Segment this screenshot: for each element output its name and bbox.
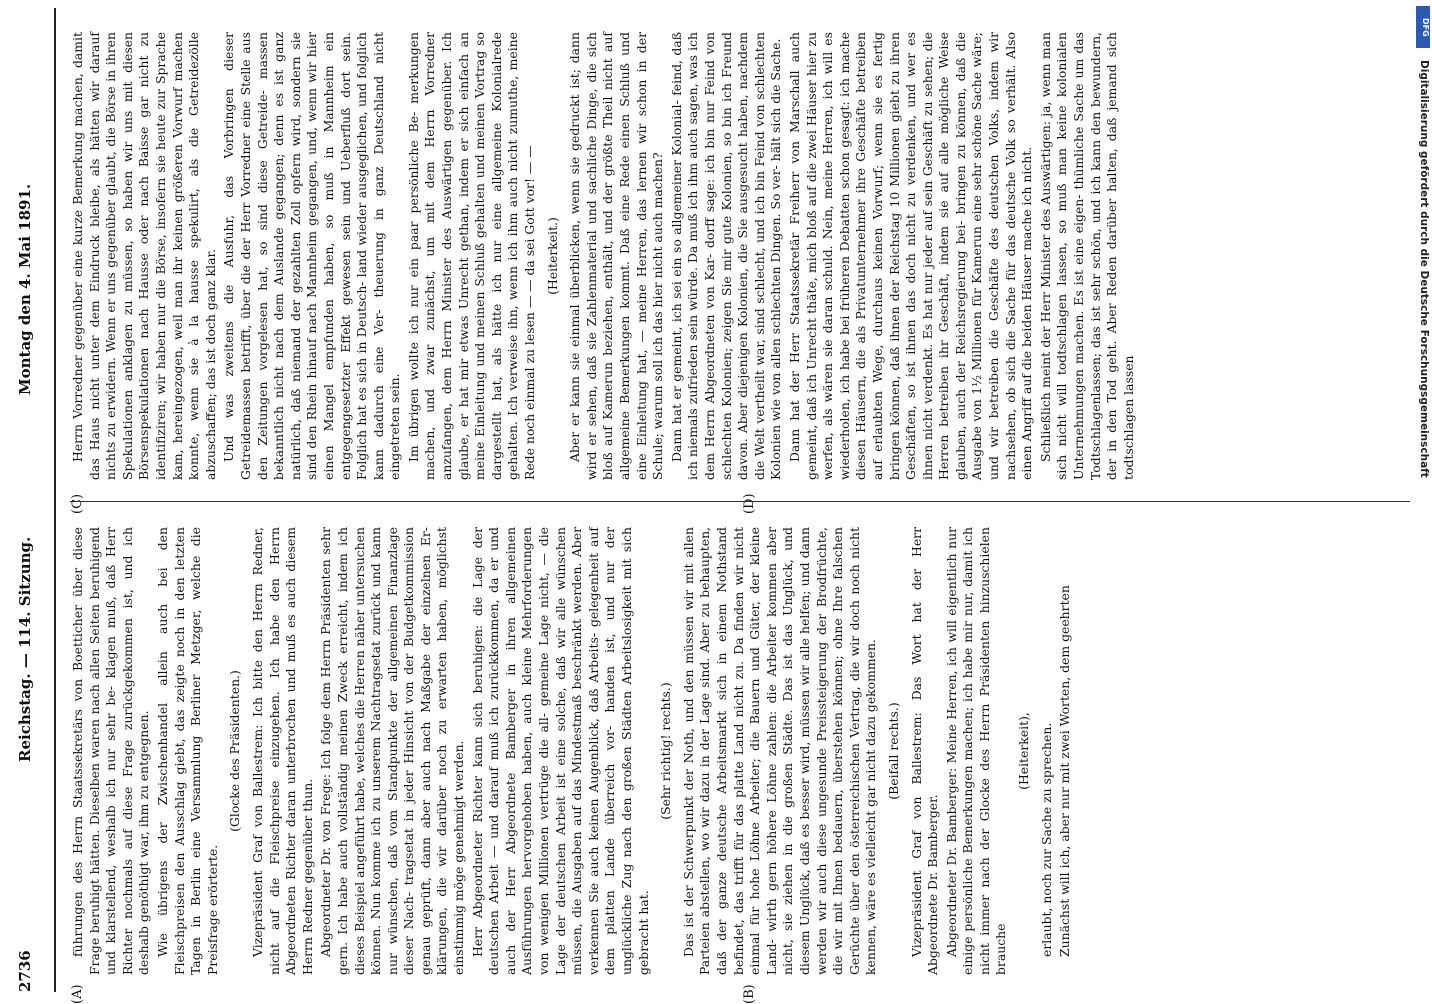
paragraph: Vizepräsident Graf von Ballestrem: Das Wort hat der Herr Abgeordnete Dr. Bamberger. (908, 527, 941, 975)
dfg-logo: DFG (1416, 6, 1430, 48)
paragraph: Abgeordneter Dr. von Frege: Ich folge dem Herrn Präsidenten sehr gern. Ich habe auch vollständig meinen Zweck erreicht, indem ich dieses Beispiel angeführt habe, welches die Herren näher untersuchen können. Nun komme ich zu unserem Nachtragsetat zurück und kann nur wünschen, daß vom Standpunkte der allgemeinen Finanzlage dieser Nach- tragsetat in jeder Hinsicht von der Budgetkommission genau geprüft, dann aber auch nach Maßgabe der einzelnen Er- klärungen, die wir darüber noch zu erwarten haben, möglichst einstimmig möge genehmigt werden. (318, 527, 467, 975)
paragraph: Herr Abgeordneter Richter kann sich beruhigen: die Lage der deutschen Arbeit — und darauf muß ich zurückkommen, da er und auch der Herr Abgeordnete Bamberger in ihren allgemeinen Ausführungen hervorgehoben haben, auch kleine Mehrforderungen von wenigen Millionen vertrüge die all- gemeine Lage nicht, — die Lage der deutschen Arbeit ist eine solche, daß wir alle wünschen müssen, die Ausgaben auf das Mindestmaß beschränkt werden. Aber verkennen Sie auch keinen Augenblick, daß Arbeits- gelegenheit auf dem platten Lande überreich vor- handen ist, und nur der unglückliche Zug nach den großen Städten Arbeitslosigkeit mit sich gebracht hat. (469, 527, 651, 975)
interjection: (Sehr richtig! rechts.) (658, 682, 674, 820)
right-column (70, 32, 1139, 480)
paragraph: Im übrigen wollte ich nur ein paar persönliche Be- merkungen machen, und zwar zunächst, um mit dem Herrn Vorredner anzufangen, dem Herrn Minister des Auswärtigen gegenüber. Ich glaube, er hat mir etwas Unrecht gethan, indem er sich einfach an meine Einleitung und meinen Schluß gehalten und meinen Vortrag so dargestellt hat, als hätte ich nur eine allgemeine Kolonialrede gehalten. Ich verweise ihn, wenn ich ihm auch nicht zumuthe, meine Rede noch einmal zu lesen — — da sei Gott vor! — — (405, 32, 538, 480)
header-left-title: Reichstag. — 114. Sitzung. (16, 536, 34, 762)
margin-marker-d: (D) (742, 493, 757, 514)
digitization-stamp: Digitalisierung gefördert durch die Deutsche Forschungsgemeinschaft (1418, 60, 1430, 478)
paragraph: Herrn Vorredner gegenüber eine kurze Bemerkung machen, damit das Haus nicht unter dem Eindruck bleibe, als hätten wir darauf nichts zu erwidern. Wenn er uns gegenüber glaubt, die Börse in ihren Spekulationen anklagen zu müssen, so haben wir uns mit diesen Börsenspekulationen nach Hausse oder nach Baisse gar nicht zu identifiziren; wir haben nur die Börse, insofern sie heute zur Sprache kam, hereingezogen, weil man ihr keinen größeren Vorwurf machen konnte, wenn sie à la hausse spekulirt, als die Getreidezölle abzuschaffen; das ist doch ganz klar. (70, 32, 218, 480)
interjection: (Heiterkeit.) (544, 217, 560, 295)
paragraph: Dann hat der Herr Staatssekretär Freiherr von Marschall auch gemeint, daß ich Unrecht thäte, mich bloß auf die zwei Häuser hier zu werfen, als wären sie daran schuld. Nein, meine Herren, ich will es wiederholen, ich habe bei früheren Debatten schon gesagt: ich mache diesen Häusern, die als Privatunternehmer ihre Geschäfte betreiben auf erlaubten Wege, durchaus keinen Vorwurf; wenn sie es fertig bringen können, daß ihnen der Reichstag 10 Millionen giebt zu ihren Geschäften, so ist ihnen das doch nicht zu verdenken, und wer es ihnen nicht verdenkt. Es hat nur jeder auf sein Geschäft zu sehen; die Herren betreiben ihr Geschäft, indem sie auf alle mögliche Weise glauben, auch der Reichsregierung bei- bringen zu können, daß die Ausgabe von 1½ Millionen für Kamerun eine sehr schöne Sache wäre; und wir betreiben die Geschäfte des deutschen Volks, indem wir nachsehen, ob sich die Sache für das deutsche Volk so verhält. Also einen Angriff auf die beiden Häuser mache ich nicht. (786, 32, 1035, 480)
column-rule (70, 501, 1410, 502)
paragraph: Dann hat er gemeint, ich sei ein so allgemeiner Kolonial- feind, daß ich niemals zufrieden sein würde. Da muß ich ihm auch sagen, was ich dem Herrn Abgeordneten von Kar- dorff sage: ich bin nur Feind von schlechten Kolonien; zeigen Sie mir gute Kolonien, so bin ich Freund davon. Aber diejenigen Kolonien, die Sie ausgesucht haben, nachdem die Welt vertheilt war, sind schlecht, und ich bin Feind von schlechten Kolonien wie von allen schlechten Dingen. So ver- hält sich die Sache. (668, 32, 784, 480)
page-number: 2736 (16, 950, 34, 992)
header-right-title: Montag den 4. Mai 1891. (16, 183, 34, 395)
paragraph: führungen des Herrn Staatssekretärs von Boetticher über diese Frage beruhigt hätten. Dieselben waren nach allen Seiten beruhigend und klarstellend, weshalb ich nur sehr be- klagen muß, daß Herr Richter nochmals auf diese Frage zurückgekommen ist, und ich deshalb genöthigt war, ihm zu entgegnen. (70, 527, 152, 975)
paragraph: Vizepräsident Graf von Ballestrem: Ich bitte den Herrn Redner, nicht auf die Fleischpreise einzugehen. Ich habe den Herrn Abgeordneten Richter daran unterbrochen und muß es auch diesem Herrn Redner gegenüber thun. (249, 527, 315, 975)
paragraph: Aber er kann sie einmal überblicken, wenn sie gedruckt ist; dann wird er sehen, daß sie Zahlenmaterial und sachliche Dinge, die sich bloß auf Kamerun beziehen, enthält, und der größte Theil nicht auf allgemeine Bemerkungen kommt. Daß eine Rede einen Schluß und eine Einleitung hat, — meine Herren, das lernen wir schon in der Schule; warum soll ich das hier nicht auch machen? (567, 32, 666, 480)
paragraph: Abgeordneter Dr. Bamberger: Meine Herren, ich will eigentlich nur einige persönliche Bemerkungen machen; ich habe mir nur, damit ich nicht immer nach der Glocke des Herrn Präsidenten hinzuschielen brauche (943, 527, 1009, 975)
interjection: (Beifall rechts.) (885, 702, 901, 800)
paragraph: Zunächst will ich, aber nur mit zwei Worten, dem geehrten (1057, 585, 1073, 957)
page-header (16, 0, 46, 1000)
left-column (70, 527, 1076, 975)
margin-marker-b: (B) (742, 984, 757, 1004)
paragraph: Schließlich meint der Herr Minister des Auswärtigen: ja, wenn man sich nicht will todtschlagen lassen, so muß man keine kolonialen Unternehmungen machen. Es ist eine eigen- thümliche Sache um das Todtschlagenlassen; das ist sehr schön, und ich kann den bewundern, der in den Tod geht. Aber Reden darüber halten, daß jemand sich todtschlagen lassen (1037, 32, 1136, 480)
paragraph: Wie übrigens der Zwischenhandel allein auch bei den Fleischpreisen den Ausschlag giebt, das zeigte noch in den letzten Tagen in Berlin eine Versammlung Berliner Metzger, welche die Preisfrage erörterte. (154, 527, 220, 975)
paragraph: Und was zweitens die Ausfuhr, das Vorbringen dieser Getreidemassen betrifft, über die der Herr Vorredner eine Stelle aus den Zeitungen vorgelesen hat, so sind diese Getreide- massen bekanntlich nicht nach dem Auslande gegangen; denn es ist ganz natürlich, daß niemand der gezahlten Zoll opfern wird, sondern sie sind den Rhein hinauf nach Mannheim gegangen, und, wenn wir hier einen Mangel empfunden haben, so muß in Mannheim ein entgegengesetzter Effekt gewesen sein und Ueberfluß dort sein. Folglich hat es sich in Deutsch- land wieder ausgeglichen, und folglich kann dadurch eine Ver- theuerung in ganz Deutschland nicht eingetreten sein. (221, 32, 403, 480)
interjection: (Glocke des Präsidenten.) (227, 670, 243, 832)
paragraph: erlaubt, noch zur Sache zu sprechen. (1038, 722, 1054, 957)
paragraph: Das ist der Schwerpunkt der Noth, und den müssen wir mit allen Parteien abstellen, wo wir dazu in der Lage sind. Aber zu behaupten, daß der ganze deutsche Arbeitsmarkt sich in einem Nothstand befindet, das trifft für das platte Land nicht zu. Da finden wir nicht einmal für hohe Löhne Arbeiter; die Bauern und Güter, der kleine Land- wirth gern höhere Löhne zahlen: die Arbeiter kommen aber nicht, sie ziehen in die großen Städte. Das ist das Unglück, und diesem Unglück, daß es besser wird, müssen wir alle helfen; und dann werden wir auch diese ungesunde Preissteigerung der Brodfrüchte, die wir mit Ihnen bedauern, überstehen können; ohne Ihre falschen Gerüchte über den österreichischen Vertrag, die wir doch noch nicht kennen, wäre es vielleicht gar nicht dazu gekommen. (680, 527, 879, 975)
interjection: (Heiterkeit), (1016, 712, 1032, 790)
margin-marker-a: (A) (70, 984, 85, 1004)
header-rule (54, 8, 56, 992)
margin-marker-c: (C) (70, 493, 85, 514)
